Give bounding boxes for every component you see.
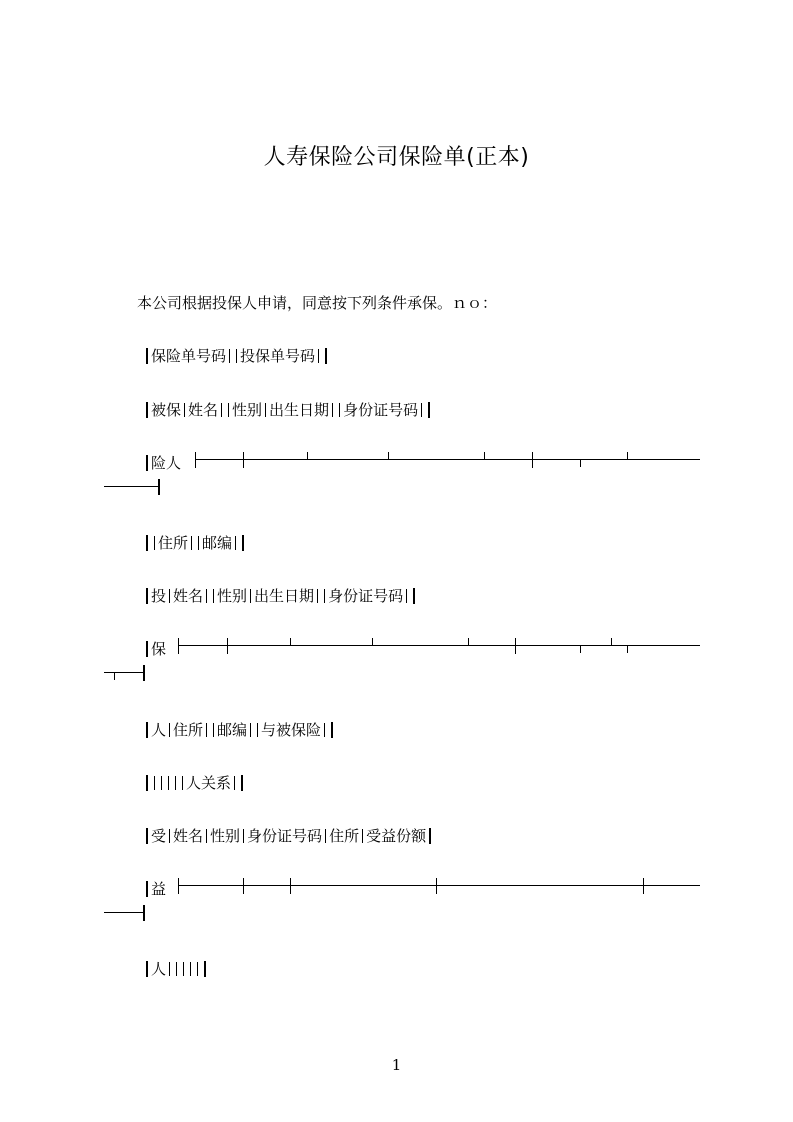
cell-divider [250, 589, 251, 603]
applicant-label-part1: 投 [151, 587, 167, 605]
cell-divider [362, 829, 363, 843]
rule-tick [290, 878, 291, 894]
table-rule [104, 486, 159, 487]
birthdate-label: 出生日期 [254, 587, 315, 605]
rule-tick [178, 638, 179, 654]
cell-divider [154, 536, 155, 550]
cell-divider [265, 403, 266, 417]
address-label: 住所 [173, 721, 204, 739]
rule-tick [195, 452, 196, 468]
cell-divider [146, 455, 148, 471]
cell-divider [198, 536, 199, 550]
cell-divider [324, 589, 325, 603]
cell-divider [146, 775, 148, 791]
cell-divider [241, 775, 243, 791]
birthdate-label: 出生日期 [269, 401, 330, 419]
relationship-label-part2: 人关系 [186, 774, 232, 792]
relationship-label-part1: 与被保险 [261, 721, 322, 739]
beneficiary-header-row [143, 825, 434, 846]
cell-divider [221, 403, 222, 417]
cell-divider [146, 588, 148, 604]
cell-divider [161, 776, 162, 790]
cell-divider [243, 829, 244, 843]
benefit-share-label: 受益份额 [366, 827, 427, 845]
rule-tick [243, 452, 244, 468]
cell-divider [206, 589, 207, 603]
rule-tick [627, 645, 628, 653]
rule-tick [227, 638, 228, 654]
beneficiary-label-part2: 益 [151, 880, 167, 898]
rule-tick [307, 452, 308, 460]
cell-divider [428, 402, 430, 418]
cell-divider [339, 403, 340, 417]
cell-divider [332, 403, 333, 417]
applicant-address-row [143, 719, 336, 740]
applicant-label-part3: 人 [151, 721, 167, 739]
id-number-label: 身份证号码 [328, 587, 404, 605]
cell-divider [413, 588, 415, 604]
rule-tick [515, 638, 516, 654]
rule-tick [290, 638, 291, 646]
cell-divider [197, 962, 198, 976]
rule-tick [627, 452, 628, 460]
rule-tick [372, 638, 373, 646]
cell-divider [169, 723, 170, 737]
name-label: 姓名 [173, 587, 204, 605]
cell-divider [146, 402, 148, 418]
address-label: 住所 [329, 827, 360, 845]
rule-tick [243, 878, 244, 894]
cell-divider [325, 829, 326, 843]
cell-divider [228, 403, 229, 417]
policy-number-label: 保险单号码 [151, 347, 227, 365]
rule-tick [178, 878, 179, 894]
rule-end [158, 479, 160, 495]
id-number-label: 身份证号码 [247, 827, 323, 845]
rule-tick [436, 878, 437, 894]
rule-tick [580, 645, 581, 653]
insured-header-row [143, 399, 433, 420]
cell-divider [146, 828, 148, 844]
cell-divider [317, 589, 318, 603]
table-rule [178, 885, 700, 886]
rule-tick [532, 452, 533, 468]
name-label: 姓名 [188, 401, 219, 419]
applicant-label-row [143, 638, 166, 659]
rule-tick [388, 452, 389, 460]
cell-divider [235, 536, 236, 550]
cell-divider [234, 776, 235, 790]
cell-divider [229, 349, 230, 363]
rule-end [143, 665, 145, 681]
intro-text: 本公司根据投保人申请，同意按下列条件承保。ｎｏ： [137, 294, 498, 312]
cell-divider [206, 723, 207, 737]
applicant-header-row [143, 585, 418, 606]
beneficiary-label-row [143, 878, 166, 899]
beneficiary-label-part1: 受 [151, 827, 167, 845]
cell-divider [236, 349, 237, 363]
policy-number-row [143, 345, 330, 366]
cell-divider [421, 403, 422, 417]
cell-divider [325, 348, 327, 364]
cell-divider [154, 776, 155, 790]
cell-divider [176, 962, 177, 976]
cell-divider [331, 722, 333, 738]
cell-divider [183, 962, 184, 976]
cell-divider [406, 589, 407, 603]
cell-divider [182, 776, 183, 790]
rule-tick [643, 878, 644, 894]
gender-label: 性别 [232, 401, 263, 419]
cell-divider [190, 962, 191, 976]
cell-divider [213, 589, 214, 603]
cell-divider [213, 723, 214, 737]
cell-divider [324, 723, 325, 737]
application-number-label: 投保单号码 [240, 347, 316, 365]
rule-tick [468, 638, 469, 646]
cell-divider [169, 829, 170, 843]
rule-tick [580, 459, 581, 467]
cell-divider [169, 589, 170, 603]
beneficiary-label-part3: 人 [151, 960, 167, 978]
cell-divider [204, 961, 206, 977]
insured-label-part2: 险人 [151, 454, 182, 472]
cell-divider [146, 722, 148, 738]
rule-tick [114, 672, 115, 680]
cell-divider [242, 535, 244, 551]
table-rule [104, 672, 144, 673]
cell-divider [184, 403, 185, 417]
beneficiary-bottom-row [143, 958, 209, 979]
cell-divider [169, 962, 170, 976]
page-number: 1 [391, 1056, 402, 1074]
applicant-label-part2: 保 [151, 640, 167, 658]
cell-divider [146, 881, 148, 897]
rule-tick [484, 452, 485, 460]
rule-end [143, 905, 145, 921]
rule-tick [611, 638, 612, 646]
insured-address-row [143, 532, 247, 553]
cell-divider [168, 776, 169, 790]
cell-divider [191, 536, 192, 550]
insured-label-part1: 被保 [151, 401, 182, 419]
name-label: 姓名 [173, 827, 204, 845]
cell-divider [318, 349, 319, 363]
cell-divider [175, 776, 176, 790]
cell-divider [250, 723, 251, 737]
cell-divider [146, 961, 148, 977]
relationship-row [143, 772, 246, 793]
gender-label: 性别 [217, 587, 248, 605]
cell-divider [257, 723, 258, 737]
cell-divider [429, 828, 431, 844]
postcode-label: 邮编 [202, 534, 233, 552]
gender-label: 性别 [210, 827, 241, 845]
cell-divider [206, 829, 207, 843]
table-rule [104, 912, 144, 913]
document-title: 人寿保险公司保险单(正本) [263, 145, 530, 170]
insured-label-row [143, 452, 181, 473]
cell-divider [146, 641, 148, 657]
table-rule [178, 645, 700, 646]
id-number-label: 身份证号码 [343, 401, 419, 419]
postcode-label: 邮编 [217, 721, 248, 739]
cell-divider [146, 348, 148, 364]
table-rule [195, 459, 700, 460]
cell-divider [146, 535, 148, 551]
address-label: 住所 [158, 534, 189, 552]
